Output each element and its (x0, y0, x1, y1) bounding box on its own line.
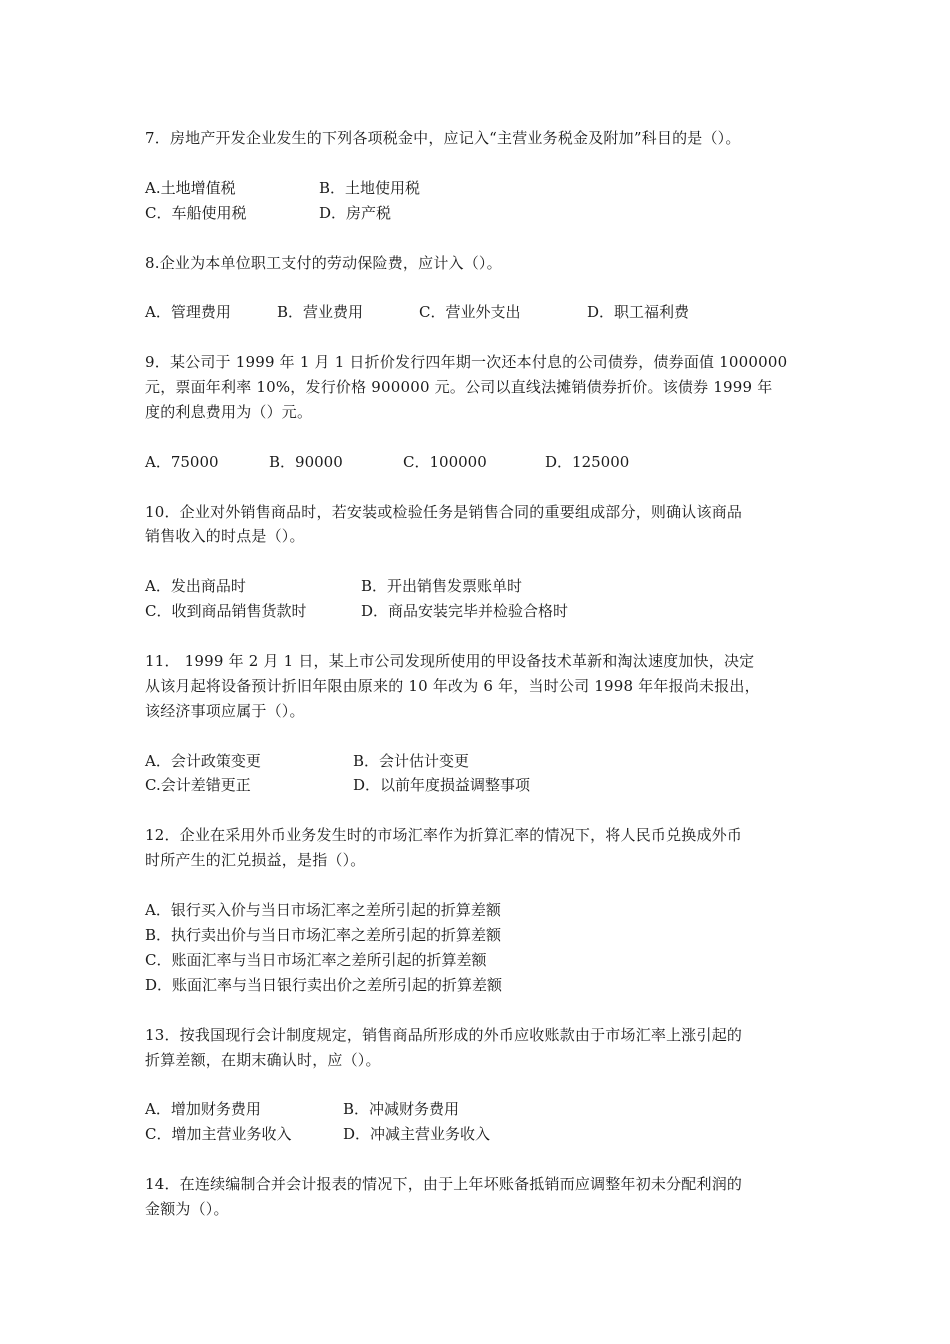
question-12-stem-line-1: 12．企业在采用外币业务发生时的市场汇率作为折算汇率的情况下，将人民币兑换成外币 (145, 826, 743, 844)
question-10-stem-line-2: 销售收入的时点是（）。 (145, 527, 305, 545)
question-13-option-c: C．增加主营业务收入 (145, 1125, 292, 1143)
question-7-stem: 7．房地产开发企业发生的下列各项税金中，应记入“主营业务税金及附加”科目的是（）。 (145, 129, 741, 147)
question-14-stem-line-1: 14．在连续编制合并会计报表的情况下，由于上年坏账备抵销而应调整年初未分配利润的 (145, 1175, 743, 1193)
question-9-stem-line-1: 9．某公司于 1999 年 1 月 1 日折价发行四年期一次还本付息的公司债券，债券面值 1000000 (145, 353, 788, 371)
question-12-option-a: A．银行买入价与当日市场汇率之差所引起的折算差额 (145, 901, 501, 919)
question-13-option-a: A．增加财务费用 (145, 1100, 261, 1118)
question-11-stem-line-3: 该经济事项应属于（）。 (145, 702, 305, 720)
question-9-option-d: D．125000 (545, 453, 630, 471)
question-10-option-b: B．开出销售发票账单时 (361, 577, 523, 595)
question-9-option-c: C．100000 (403, 453, 487, 471)
question-12-option-d: D．账面汇率与当日银行卖出价之差所引起的折算差额 (145, 976, 503, 994)
question-13-stem-line-1: 13．按我国现行会计制度规定，销售商品所形成的外币应收账款由于市场汇率上涨引起的 (145, 1026, 743, 1044)
question-7-option-c: C．车船使用税 (145, 204, 247, 222)
question-9-stem-line-2: 元，票面年利率 10%，发行价格 900000 元。公司以直线法摊销债券折价。该债券 1999 年 (145, 378, 773, 396)
question-7-option-a: A.土地增值税 (145, 179, 236, 197)
question-10-option-c: C．收到商品销售货款时 (145, 602, 307, 620)
question-8-option-a: A．管理费用 (145, 303, 231, 321)
question-8-option-b: B．营业费用 (277, 303, 364, 321)
question-12-option-c: C．账面汇率与当日市场汇率之差所引起的折算差额 (145, 951, 487, 969)
question-13-option-b: B．冲减财务费用 (343, 1100, 460, 1118)
question-10-option-a: A．发出商品时 (145, 577, 246, 595)
question-8-stem: 8.企业为本单位职工支付的劳动保险费，应计入（）。 (145, 254, 502, 272)
question-13-option-d: D．冲减主营业务收入 (343, 1125, 491, 1143)
question-8-option-c: C．营业外支出 (419, 303, 521, 321)
question-11-option-c: C.会计差错更正 (145, 776, 251, 794)
question-7-option-b: B．土地使用税 (319, 179, 421, 197)
question-9-stem-line-3: 度的利息费用为（）元。 (145, 403, 313, 421)
question-8-option-d: D．职工福利费 (587, 303, 690, 321)
question-12-option-b: B．执行卖出价与当日市场汇率之差所引起的折算差额 (145, 926, 502, 944)
question-12-stem-line-2: 时所产生的汇兑损益，是指（）。 (145, 851, 366, 869)
question-11-stem-line-1: 11． 1999 年 2 月 1 日，某上市公司发现所使用的甲设备技术革新和淘汰速度加快，决定 (145, 652, 755, 670)
question-9-option-b: B．90000 (269, 453, 343, 471)
question-11-option-b: B．会计估计变更 (353, 752, 470, 770)
question-11-option-a: A．会计政策变更 (145, 752, 261, 770)
question-10-option-d: D．商品安装完毕并检验合格时 (361, 602, 569, 620)
question-14-stem-line-2: 金额为（）。 (145, 1200, 229, 1218)
question-7-option-d: D．房产税 (319, 204, 392, 222)
question-9-option-a: A．75000 (145, 453, 219, 471)
question-11-option-d: D．以前年度损益调整事项 (353, 776, 531, 794)
question-11-stem-line-2: 从该月起将设备预计折旧年限由原来的 10 年改为 6 年，当时公司 1998 年年报尚未报出， (145, 677, 760, 695)
question-10-stem-line-1: 10．企业对外销售商品时，若安装或检验任务是销售合同的重要组成部分，则确认该商品 (145, 503, 743, 521)
question-13-stem-line-2: 折算差额，在期末确认时，应（）。 (145, 1051, 381, 1069)
